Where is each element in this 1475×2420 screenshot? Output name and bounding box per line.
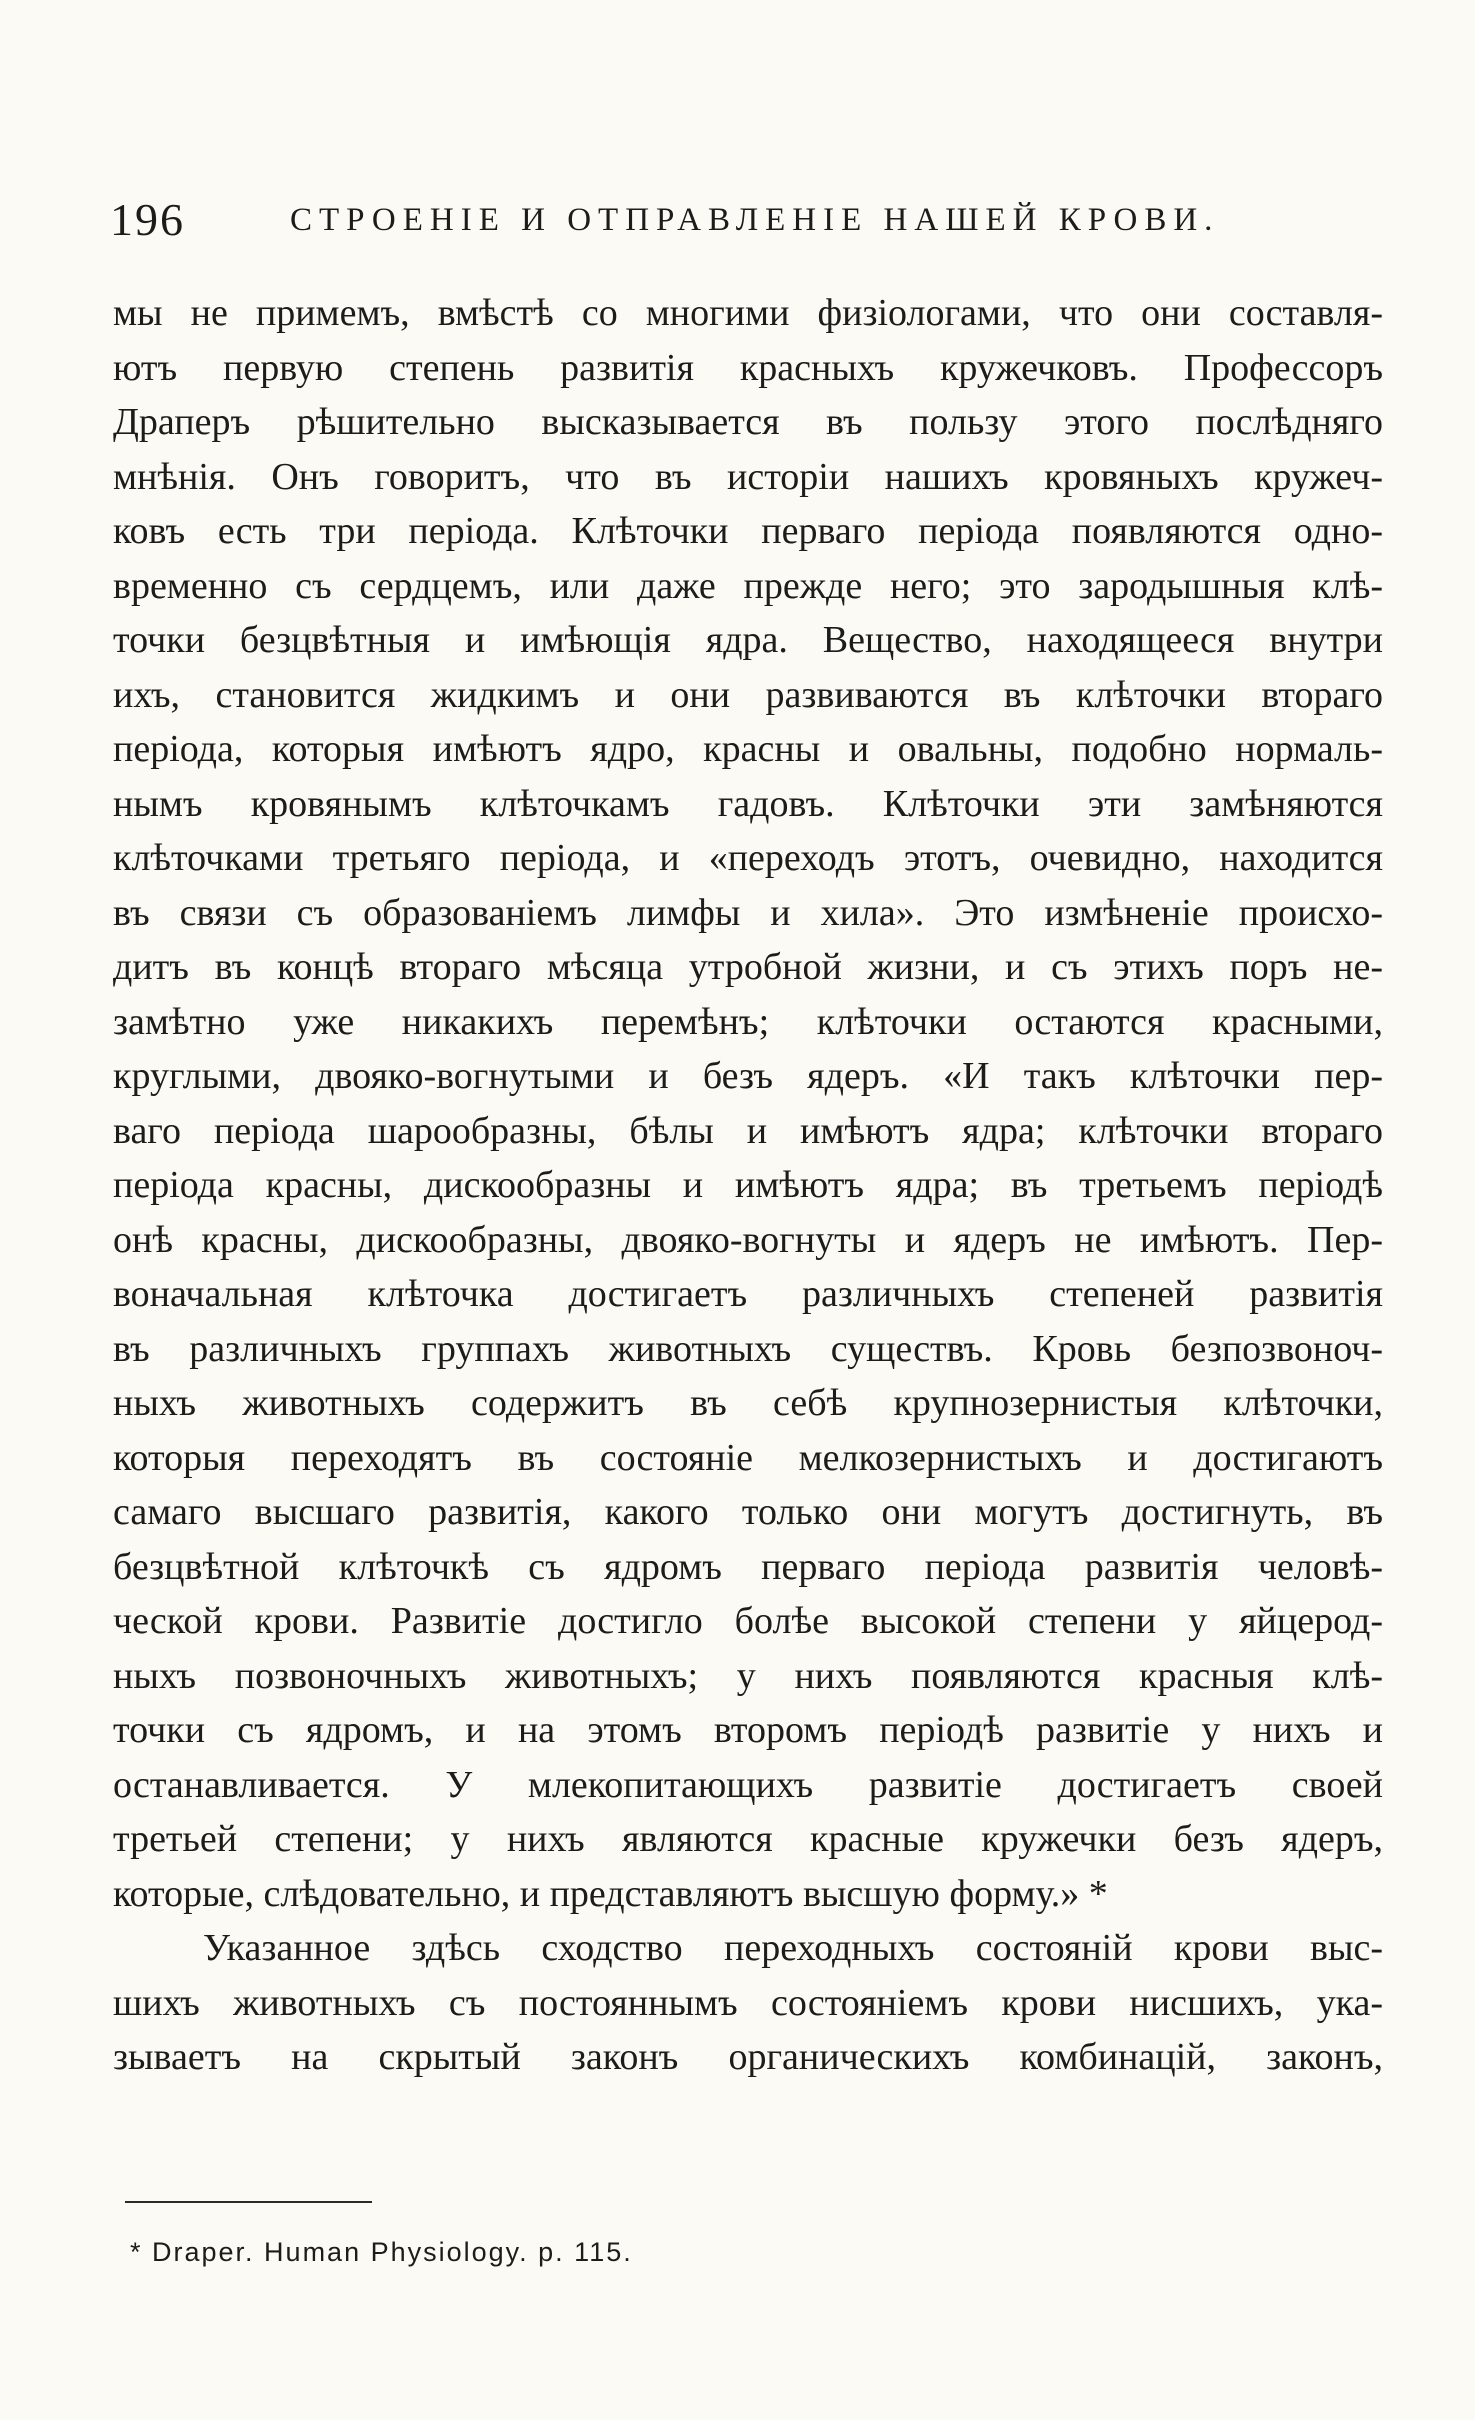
text-line: ческой крови. Развитіе достигло болѣе высокой степени у яйцерод- [113, 1600, 1383, 1642]
text-line: мы не примемъ, вмѣстѣ со многими физiологами, что они составля- [113, 292, 1383, 334]
text-line: шихъ животныхъ съ постояннымъ состояніемъ крови нисшихъ, ука- [113, 1981, 1383, 2024]
text-line: въ различныхъ группахъ животныхъ существъ. Кровь безпозвоноч- [113, 1327, 1383, 1370]
text-line: круглыми, двояко-вогнутыми и безъ ядеръ. «И такъ клѣточки пер- [113, 1055, 1383, 1097]
text-line: ныхъ животныхъ содержитъ въ себѣ крупнозернистыя клѣточки, [113, 1382, 1383, 1424]
text-line: мнѣнія. Онъ говоритъ, что въ исторіи нашихъ кровяныхъ кружеч- [113, 455, 1383, 498]
text-line: Драперъ рѣшительно высказывается въ пользу этого послѣдняго [113, 401, 1383, 443]
text-line: нымъ кровянымъ клѣточкамъ гадовъ. Клѣточки эти замѣняются [113, 782, 1383, 825]
page-number: 196 [110, 194, 185, 245]
text-line: періода красны, дискообразны и имѣютъ ядра; въ третьемъ періодѣ [113, 1164, 1383, 1206]
text-line: останавливается. У млекопитающихъ развитіе достигаетъ своей [113, 1763, 1383, 1806]
text-line: точки съ ядромъ, и на этомъ второмъ періодѣ развитіе у нихъ и [113, 1709, 1383, 1751]
text-line: клѣточками третьяго періода, и «переходъ этотъ, очевидно, находится [113, 837, 1383, 879]
text-line: самаго высшаго развитія, какого только они могутъ достигнуть, въ [113, 1491, 1383, 1533]
footnote-divider [125, 2201, 372, 2203]
text-line: ныхъ позвоночныхъ животныхъ; у нихъ появляются красныя клѣ- [113, 1654, 1383, 1697]
text-line: ихъ, становится жидкимъ и они развиваются въ клѣточки втораго [113, 673, 1383, 716]
text-line: зываетъ на скрытый законъ органическихъ комбинацій, законъ, [113, 2036, 1383, 2078]
page-header [110, 185, 1360, 255]
text-line: безцвѣтной клѣточкѣ съ ядромъ перваго періода развитія человѣ- [113, 1545, 1383, 1588]
text-line: которыя переходятъ въ состояніе мелкозернистыхъ и достигаютъ [113, 1436, 1383, 1479]
text-line: временно съ сердцемъ, или даже прежде него; это зародышныя клѣ- [113, 564, 1383, 607]
text-line: ковъ есть три періода. Клѣточки перваго періода появляются одно- [113, 510, 1383, 552]
text-line: третьей степени; у нихъ являются красные кружечки безъ ядеръ, [113, 1818, 1383, 1860]
text-line: въ связи съ образованіемъ лимфы и хила». Это измѣненіе происхо- [113, 891, 1383, 934]
text-line: которые, слѣдовательно, и представляютъ высшую форму.» * [113, 1872, 1108, 1915]
text-line: ваго періода шарообразны, бѣлы и имѣютъ ядра; клѣточки втораго [113, 1109, 1383, 1152]
body-text [113, 286, 1383, 2085]
text-line: періода, которыя имѣютъ ядро, красны и овальны, подобно нормаль- [113, 728, 1383, 770]
text-line: воначальная клѣточка достигаетъ различныхъ степеней развитія [113, 1273, 1383, 1315]
footnote: * Draper. Human Physiology. p. 115. [130, 2237, 633, 2267]
text-line: дитъ въ концѣ втораго мѣсяца утробной жизни, и съ этихъ поръ не- [113, 946, 1383, 988]
text-line: онѣ красны, дискообразны, двояко-вогнуты и ядеръ не имѣютъ. Пер- [113, 1218, 1383, 1261]
text-line: ютъ первую степень развитія красныхъ кружечковъ. Профессоръ [113, 346, 1383, 389]
text-line: точки безцвѣтныя и имѣющія ядра. Вещество, находящееся внутри [113, 619, 1383, 661]
paragraph-first-line: Указанное здѣсь сходство переходныхъ состояній крови выс- [203, 1927, 1383, 1969]
text-line: замѣтно уже никакихъ перемѣнъ; клѣточки остаются красными, [113, 1000, 1383, 1043]
running-head: СТРОЕНІЕ И ОТПРАВЛЕНІЕ НАШЕЙ КРОВИ. [290, 202, 1220, 238]
